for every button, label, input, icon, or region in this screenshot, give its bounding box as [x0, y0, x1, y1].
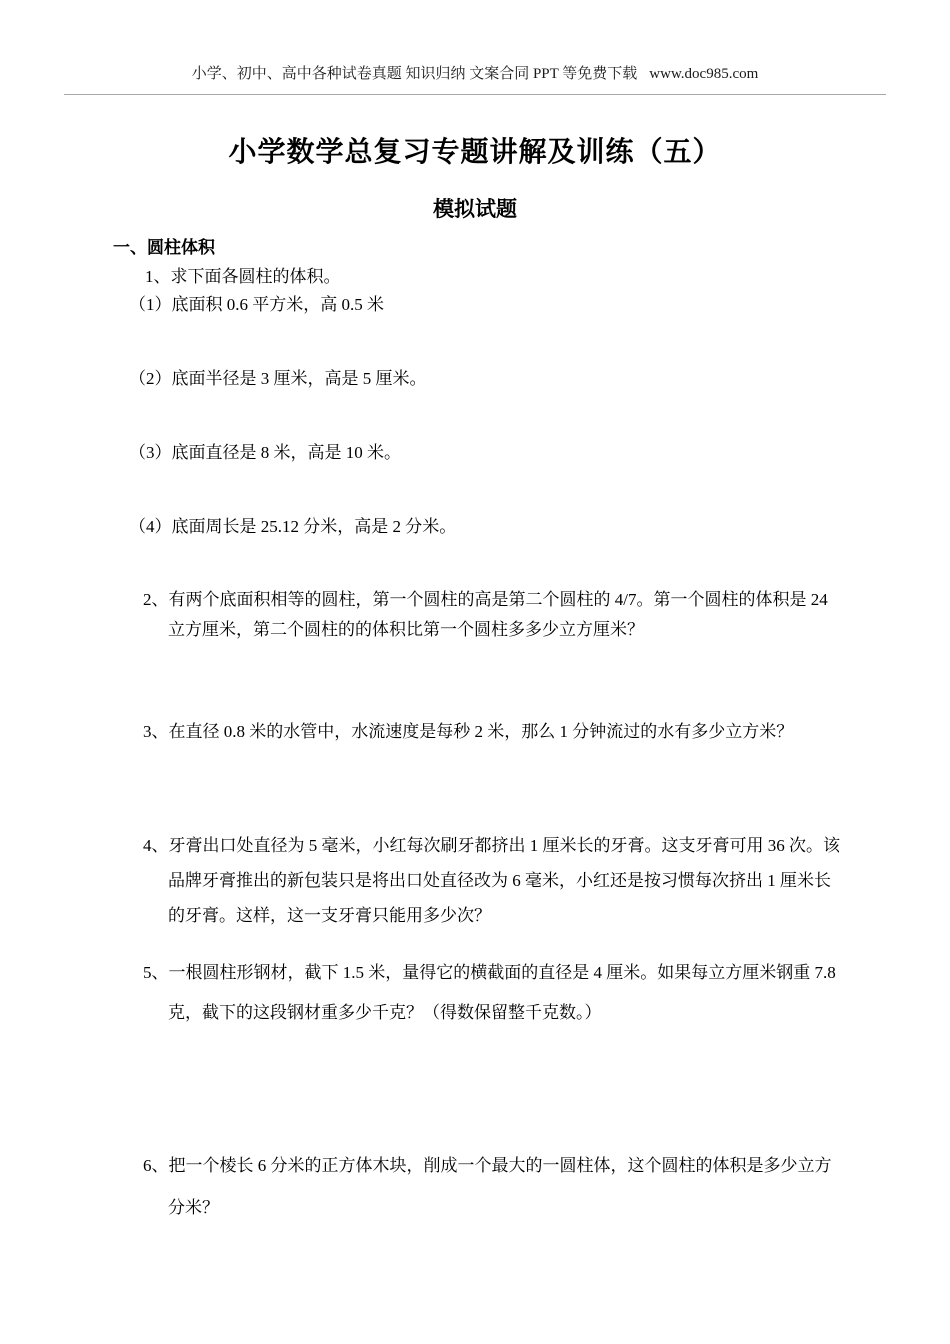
question-5-line-2: 克，截下的这段钢材重多少千克？（得数保留整千克数。）: [168, 1003, 602, 1022]
question-4-line-2: 品牌牙膏推出的新包装只是将出口处直径改为 6 毫米，小红还是按习惯每次挤出 1 厘米长: [168, 871, 831, 890]
site-header: [0, 0, 950, 84]
question-3: [0, 721, 950, 743]
question-1-item-4: （4）底面周长是 25.12 分米，高是 2 分米。: [129, 517, 457, 536]
question-5: [0, 953, 950, 1033]
question-4: [0, 828, 950, 933]
site-header-promo-text: 小学、初中、高中各种试卷真题 知识归纳 文案合同 PPT 等免费下载: [191, 66, 638, 82]
question-2: [0, 585, 950, 645]
question-2-line-1: 2、有两个底面积相等的圆柱，第一个圆柱的高是第二个圆柱的 4/7。第一个圆柱的体积是 24: [143, 590, 828, 609]
question-5-line-1: 5、一根圆柱形钢材，截下 1.5 米，量得它的横截面的直径是 4 厘米。如果每立方厘米钢重 7.8: [143, 963, 836, 982]
doc-subtitle: 模拟试题: [433, 198, 517, 221]
header-divider: [64, 94, 886, 95]
doc-title: 小学数学总复习专题讲解及训练（五）: [228, 136, 722, 167]
question-1-item-2: （2）底面半径是 3 厘米，高是 5 厘米。: [129, 369, 427, 388]
site-url: www.doc985.com: [649, 66, 759, 82]
section-heading-cylinder-volume: 一、圆柱体积: [113, 238, 215, 257]
question-1: [0, 266, 950, 538]
question-1-stem: 1、求下面各圆柱的体积。: [145, 267, 341, 286]
question-6-line-1: 6、把一个棱长 6 分米的正方体木块，削成一个最大的一圆柱体，这个圆柱的体积是多少立方: [143, 1156, 832, 1175]
question-1-item-1: （1）底面积 0.6 平方米，高 0.5 米: [129, 295, 384, 314]
question-2-line-2: 立方厘米，第二个圆柱的的体积比第一个圆柱多多少立方厘米？: [168, 620, 644, 639]
question-6: [0, 1145, 950, 1229]
question-4-line-1: 4、牙膏出口处直径为 5 毫米，小红每次刷牙都挤出 1 厘米长的牙膏。这支牙膏可用 36 次。该: [143, 836, 840, 855]
question-6-line-2: 分米？: [168, 1198, 219, 1217]
question-3-line-1: 3、在直径 0.8 米的水管中，水流速度是每秒 2 米，那么 1 分钟流过的水有多少立方米？: [143, 722, 794, 741]
question-1-item-3: （3）底面直径是 8 米，高是 10 米。: [129, 443, 401, 462]
question-4-line-3: 的牙膏。这样，这一支牙膏只能用多少次？: [168, 906, 491, 925]
